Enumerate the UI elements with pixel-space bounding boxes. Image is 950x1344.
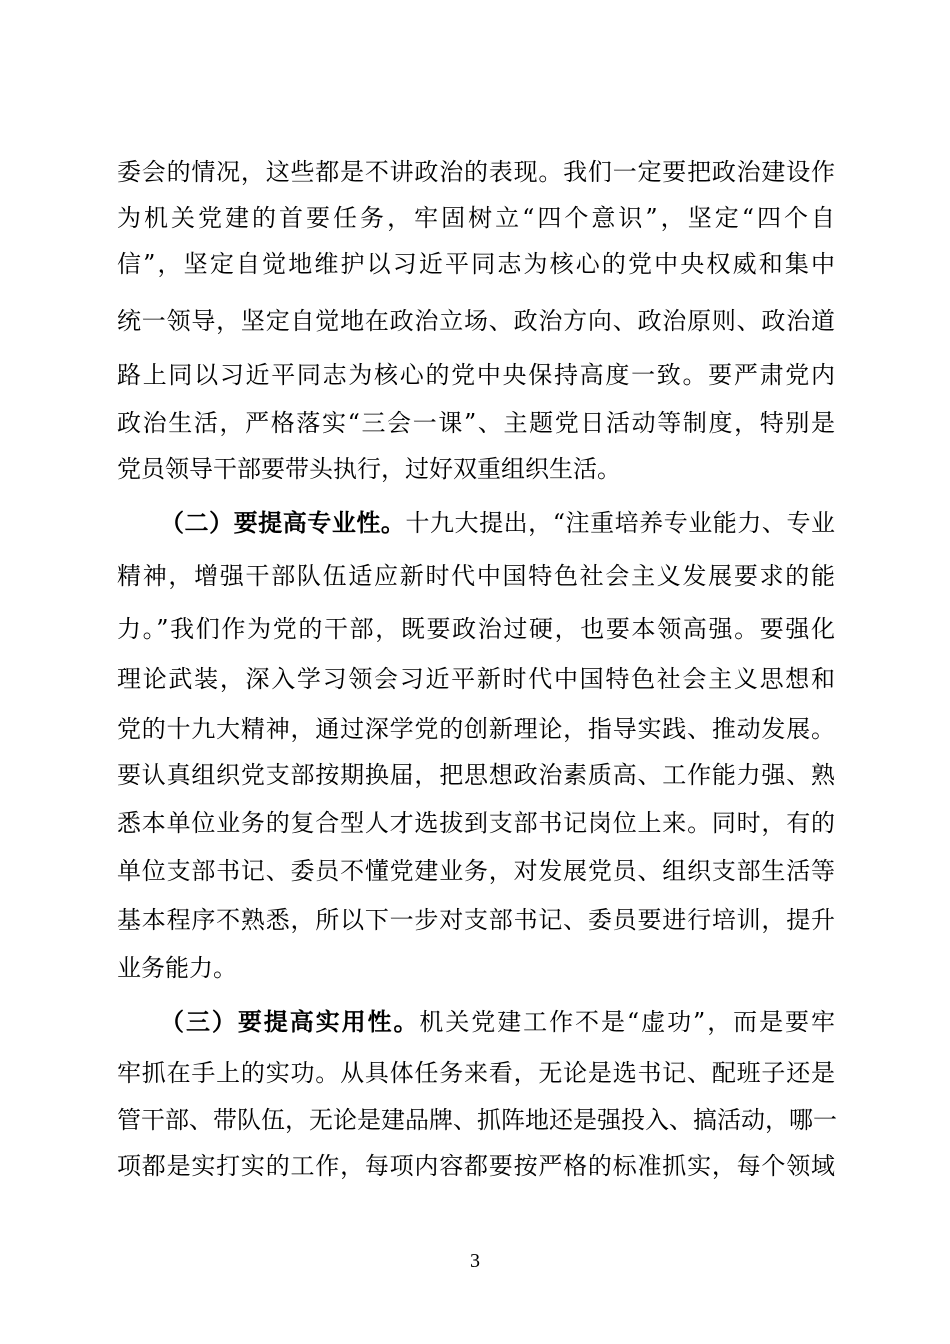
body-line: 单位支部书记、委员不懂党建业务，对发展党员、组织支部生活等 <box>117 857 835 885</box>
body-line: 为机关党建的首要任务，牢固树立“四个意识”，坚定“四个自 <box>117 204 835 232</box>
body-line: 统一领导，坚定自觉地在政治立场、政治方向、政治原则、政治道 <box>117 307 835 335</box>
body-line: 要认真组织党支部按期换届，把思想政治素质高、工作能力强、熟 <box>117 761 835 789</box>
body-line: 党员领导干部要带头执行，过好双重组织生活。 <box>117 455 621 483</box>
body-line: 牢抓在手上的实功。从具体任务来看，无论是选书记、配班子还是 <box>117 1059 835 1087</box>
body-line: 悉本单位业务的复合型人才选拔到支部书记岗位上来。同时，有的 <box>117 809 835 837</box>
body-line: 业务能力。 <box>117 954 237 982</box>
section-heading-line: （二）要提高专业性。十九大提出，“注重培养专业能力、专业 <box>160 508 835 537</box>
body-line: 理论武装，深入学习领会习近平新时代中国特色社会主义思想和 <box>117 665 835 693</box>
body-line: 党的十九大精神，通过深学党的创新理论，指导实践、推动发展。 <box>117 715 835 743</box>
body-line: 力。”我们作为党的干部，既要政治过硬，也要本领高强。要强化 <box>117 615 835 643</box>
page-number: 3 <box>470 1250 480 1272</box>
body-line: 精神，增强干部队伍适应新时代中国特色社会主义发展要求的能 <box>117 562 835 590</box>
body-line: 信”，坚定自觉地维护以习近平同志为核心的党中央权威和集中 <box>117 250 835 278</box>
body-line: 委会的情况，这些都是不讲政治的表现。我们一定要把政治建设作 <box>117 158 835 186</box>
body-line: 路上同以习近平同志为核心的党中央保持高度一致。要严肃党内 <box>117 361 835 389</box>
body-line: 项都是实打实的工作，每项内容都要按严格的标准抓实，每个领域 <box>117 1152 835 1180</box>
section-heading: （三）要提高实用性。 <box>160 1007 420 1036</box>
section-heading-line: （三）要提高实用性。机关党建工作不是“虚功”，而是要牢 <box>160 1007 835 1036</box>
body-line: 政治生活，严格落实“三会一课”、主题党日活动等制度，特别是 <box>117 409 835 437</box>
body-line: 基本程序不熟悉，所以下一步对支部书记、委员要进行培训，提升 <box>117 906 835 934</box>
section-heading: （二）要提高专业性。 <box>160 508 406 537</box>
body-line: 管干部、带队伍，无论是建品牌、抓阵地还是强投入、搞活动，哪一 <box>117 1106 837 1134</box>
